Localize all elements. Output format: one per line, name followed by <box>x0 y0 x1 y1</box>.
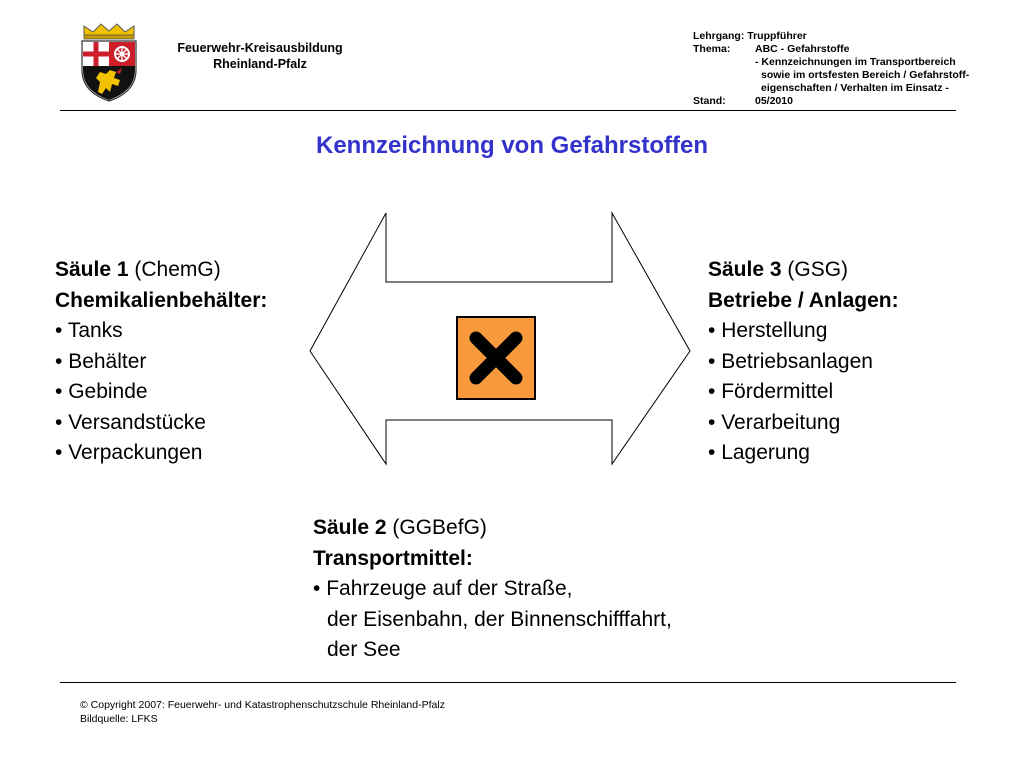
list-item: • Verarbeitung <box>708 410 841 434</box>
list-item: • Gebinde <box>55 380 148 403</box>
thema-line-4: eigenschaften / Verhalten im Einsatz - <box>761 82 949 94</box>
list-item: • Verpackungen <box>55 441 203 464</box>
saeule-2-heading: Säule 2 <box>313 516 387 539</box>
saeule-1-section <box>55 255 267 469</box>
saeule-3-subtitle: Betriebe / Anlagen: <box>708 288 899 312</box>
list-item-continuation: der See <box>327 638 401 661</box>
list-item-text: Verarbeitung <box>721 410 841 434</box>
saeule-3-section <box>708 255 899 469</box>
hazard-x-icon <box>456 316 536 400</box>
saeule-1-heading: Säule 1 <box>55 258 129 281</box>
list-item-text: Fahrzeuge auf der Straße, <box>326 577 573 600</box>
saeule-2-subtitle: Transportmittel: <box>313 546 473 570</box>
list-item-text: Tanks <box>67 319 123 342</box>
lehrgang-label: Lehrgang: <box>693 30 745 42</box>
organization-line-1: Feuerwehr-Kreisausbildung <box>177 41 343 55</box>
footer <box>80 698 445 726</box>
saeule-1-law: (ChemG) <box>134 258 221 281</box>
thema-value: ABC - Gefahrstoffe <box>755 43 850 55</box>
stand-value: 05/2010 <box>755 95 793 107</box>
organization-name <box>160 40 360 72</box>
list-item-text: Lagerung <box>721 441 810 464</box>
list-item: • Fahrzeuge auf der Straße, <box>313 577 573 600</box>
list-item: • Tanks <box>55 319 123 342</box>
list-item-text: Versandstücke <box>68 410 206 434</box>
list-item: • Betriebsanlagen <box>708 349 873 373</box>
saeule-2-section <box>313 513 672 666</box>
list-item: • Herstellung <box>708 319 828 342</box>
list-item: • Behälter <box>55 349 147 373</box>
copyright-text: © Copyright 2007: Feuerwehr- und Katastrophenschutzschule Rheinland-Pfalz <box>80 699 445 711</box>
saeule-2-law: (GGBefG) <box>392 516 487 539</box>
saeule-1-subtitle: Chemikalienbehälter: <box>55 288 268 312</box>
image-source-text: Bildquelle: LFKS <box>80 713 158 725</box>
header-divider <box>60 110 956 111</box>
coat-of-arms-icon <box>76 22 142 102</box>
lehrgang-value: Truppführer <box>747 30 807 42</box>
list-item: • Fördermittel <box>708 380 834 403</box>
list-item-continuation: der Eisenbahn, der Binnenschifffahrt, <box>327 607 672 631</box>
list-item-text: Behälter <box>68 349 147 373</box>
saeule-3-law: (GSG) <box>787 258 849 281</box>
course-info <box>693 30 969 108</box>
thema-line-2: - Kennzeichnungen im Transportbereich <box>755 56 956 68</box>
list-item-text: Betriebsanlagen <box>721 349 873 373</box>
list-item-text: Gebinde <box>68 380 148 403</box>
page-title: Kennzeichnung von Gefahrstoffen <box>315 132 708 159</box>
thema-label: Thema: <box>693 43 731 55</box>
list-item-text: Verpackungen <box>68 441 203 464</box>
list-item: • Versandstücke <box>55 410 206 434</box>
list-item-text: Herstellung <box>721 319 828 342</box>
saeule-3-heading: Säule 3 <box>708 258 782 281</box>
thema-line-3: sowie im ortsfesten Bereich / Gefahrstoff- <box>761 69 970 81</box>
stand-label: Stand: <box>693 95 726 107</box>
footer-divider <box>60 682 956 683</box>
list-item-text: Fördermittel <box>721 380 834 403</box>
organization-line-2: Rheinland-Pfalz <box>213 57 307 71</box>
list-item: • Lagerung <box>708 441 810 464</box>
